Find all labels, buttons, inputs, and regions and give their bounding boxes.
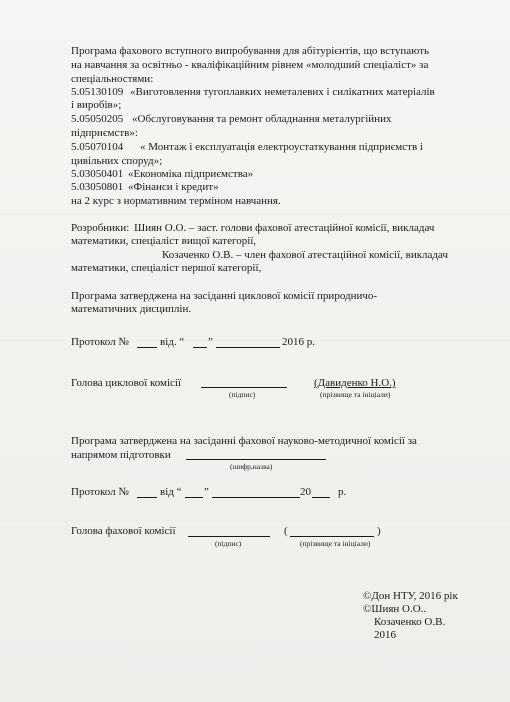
protocol-1-quote-close: ” xyxy=(208,336,213,348)
specialty-code: 5.03050401 xyxy=(71,168,124,180)
approval-method-line-1: Програма затверджена на засіданні фахової науково-методичної комісії за xyxy=(71,435,417,447)
developer-1-line-2: математики, спеціаліст вищої категорії, xyxy=(71,235,257,247)
protocol-2-year-prefix: 20 xyxy=(300,486,311,498)
protocol-2-quote-close: ” xyxy=(204,486,209,498)
specialty-code: 5.05130109 xyxy=(71,86,124,98)
bleed-through-line xyxy=(0,214,510,215)
protocol-2-year-blank[interactable] xyxy=(312,497,330,498)
specialty-5 xyxy=(71,181,219,194)
copyright-line-4: 2016 xyxy=(374,629,396,641)
developer-2-line-1: Козаченко О.В. – член фахової атестаційної комісії, викладач xyxy=(162,249,448,261)
specialty-1-line-1 xyxy=(71,86,435,99)
specialty-4 xyxy=(71,168,253,181)
copyright-line-3: Козаченко О.В. xyxy=(374,616,446,628)
approval-method-caption: (шифр,назва) xyxy=(230,462,273,471)
specialty-2-line-2: підприємств»: xyxy=(71,127,138,139)
protocol-2-day-blank[interactable] xyxy=(185,497,203,498)
specialty-2-line-1 xyxy=(71,113,391,126)
specialty-name: «Обслуговування та ремонт обладнання металургійних xyxy=(132,113,392,125)
protocol-2-number-blank[interactable] xyxy=(137,497,157,498)
intro-line-3: спеціальностями: xyxy=(71,73,154,85)
protocol-1-prefix: Протокол № xyxy=(71,336,129,348)
specialty-code: 5.03050801 xyxy=(71,181,124,193)
specialty-1-line-2: і виробів»; xyxy=(71,99,122,111)
intro-line-1: Програма фахового вступного випробування для абітурієнтів, що вступають xyxy=(71,45,430,57)
copyright-line-1: ©Дон НТУ, 2016 рік xyxy=(363,590,458,602)
protocol-2-month-blank[interactable] xyxy=(212,497,300,498)
specialty-name: «Виготовлення тугоплавких неметалевих і силікатних матеріалів xyxy=(130,86,435,98)
head-cycle-caption-name: (прізвище та ініціали) xyxy=(320,390,391,399)
head-cycle-name: (Давиденко Н.О.) xyxy=(314,377,396,389)
head-method-caption-name: (прізвище та ініціали) xyxy=(300,539,371,548)
head-method-caption-signature: (підпис) xyxy=(215,539,242,548)
specialty-code: 5.05070104 xyxy=(71,141,124,153)
protocol-2-year-end: р. xyxy=(338,486,347,498)
protocol-1-from: від. “ xyxy=(160,336,185,348)
copyright-line-2: ©Шиян О.О.. xyxy=(363,603,427,615)
protocol-1-day-blank[interactable] xyxy=(193,347,207,348)
bleed-through-line xyxy=(0,520,510,521)
protocol-1-year: 2016 р. xyxy=(282,336,315,348)
approval-cycle-line-2: математичних дисциплін. xyxy=(71,303,192,315)
head-method-name-blank[interactable] xyxy=(290,536,374,537)
study-term: на 2 курс з нормативним терміном навчання. xyxy=(71,195,281,207)
specialty-3-line-1 xyxy=(71,141,423,154)
protocol-2-from: від “ xyxy=(160,486,182,498)
developer-2-line-2: математики, спеціаліст першої категорії, xyxy=(71,262,262,274)
intro-line-2: на навчання за освітньо - кваліфікаційним рівнем «молодший спеціаліст» за xyxy=(71,59,429,71)
head-method-close-paren: ) xyxy=(377,525,381,537)
head-method-open-paren: ( xyxy=(284,525,288,537)
head-cycle-caption-signature: (підпис) xyxy=(229,390,256,399)
protocol-1-month-blank[interactable] xyxy=(216,347,280,348)
head-cycle-signature-blank[interactable] xyxy=(201,387,287,388)
protocol-1-number-blank[interactable] xyxy=(137,347,157,348)
protocol-2-prefix: Протокол № xyxy=(71,486,129,498)
specialty-name: «Економіка підприємства» xyxy=(128,168,254,180)
specialty-name: «Фінанси і кредит» xyxy=(128,181,219,193)
approval-method-line-2: напрямом підготовки xyxy=(71,449,171,461)
approval-cycle-line-1: Програма затверджена на засіданні циклової комісії природничо- xyxy=(71,290,378,302)
specialty-name: « Монтаж і експлуатація електроустаткування підприємств і xyxy=(140,141,423,153)
developer-1: Шиян О.О. – заст. голови фахової атестаційної комісії, викладач xyxy=(134,222,435,234)
head-method-signature-blank[interactable] xyxy=(188,536,270,537)
head-cycle-label: Голова циклової комісії xyxy=(71,377,182,389)
head-method-label: Голова фахової комісії xyxy=(71,525,176,537)
approval-method-direction-blank[interactable] xyxy=(186,459,326,460)
specialty-3-line-2: цивільних споруд»; xyxy=(71,155,163,167)
developer-1-line-1 xyxy=(71,222,434,235)
specialty-code: 5.05050205 xyxy=(71,113,124,125)
developers-label: Розробники: xyxy=(71,222,130,234)
